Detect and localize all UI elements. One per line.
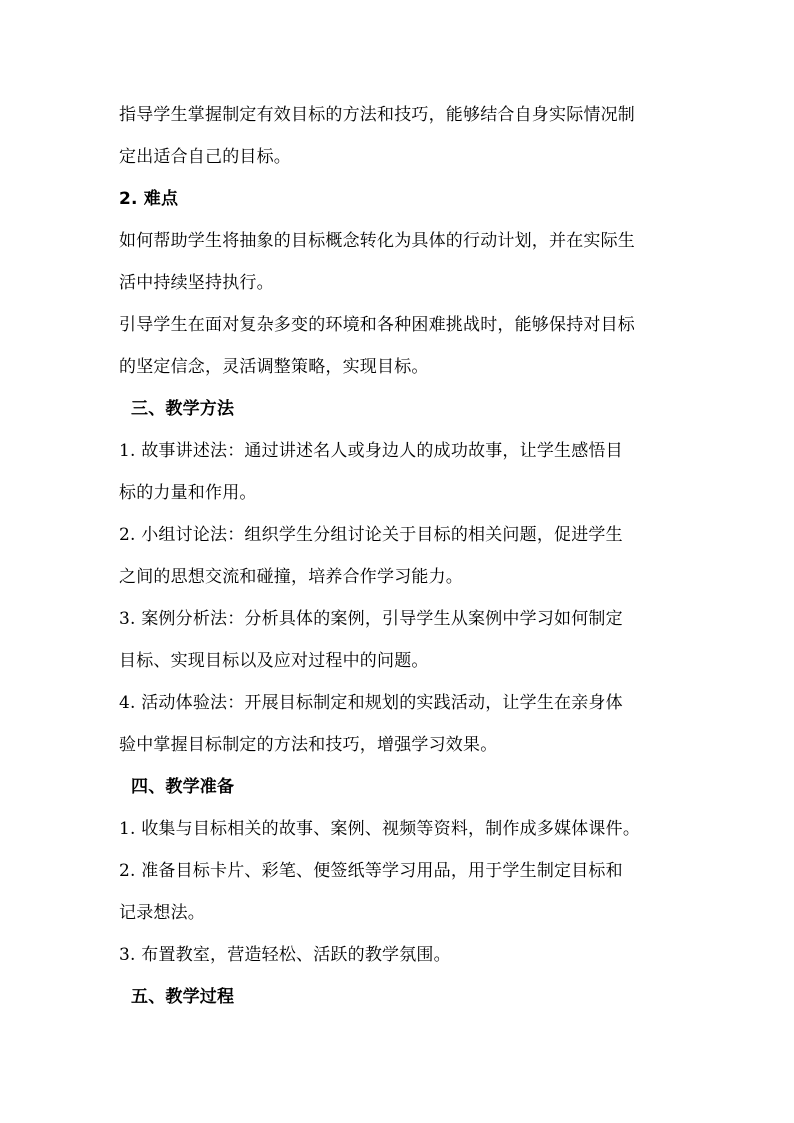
paragraph-line: 指导学生掌握制定有效目标的方法和技巧，能够结合自身实际情况制 <box>119 105 635 125</box>
section-heading-teaching-methods: 三、教学方法 <box>131 399 235 419</box>
list-item-line: 1. 故事讲述法：通过讲述名人或身边人的成功故事，让学生感悟目 <box>119 441 623 461</box>
list-item-line: 4. 活动体验法：开展目标制定和规划的实践活动，让学生在亲身体 <box>119 693 623 713</box>
list-item-line: 2. 小组讨论法：组织学生分组讨论关于目标的相关问题，促进学生 <box>119 525 623 545</box>
list-item-line: 3. 布置教室，营造轻松、活跃的教学氛围。 <box>119 945 451 965</box>
paragraph-line: 定出适合自己的目标。 <box>119 147 291 167</box>
list-item-line: 验中掌握目标制定的方法和技巧，增强学习效果。 <box>119 735 498 755</box>
paragraph-line: 如何帮助学生将抽象的目标概念转化为具体的行动计划，并在实际生 <box>119 231 635 251</box>
section-heading-teaching-preparation: 四、教学准备 <box>131 777 235 797</box>
list-item-line: 1. 收集与目标相关的故事、案例、视频等资料，制作成多媒体课件。 <box>119 819 641 839</box>
section-heading-teaching-process: 五、教学过程 <box>131 987 235 1007</box>
list-item-line: 记录想法。 <box>119 903 205 923</box>
list-item-line: 3. 案例分析法：分析具体的案例，引导学生从案例中学习如何制定 <box>119 609 623 629</box>
subsection-heading-difficulty: 2. 难点 <box>119 189 179 209</box>
paragraph-line: 活中持续坚持执行。 <box>119 273 274 293</box>
list-item-line: 2. 准备目标卡片、彩笔、便签纸等学习用品，用于学生制定目标和 <box>119 861 623 881</box>
list-item-line: 标的力量和作用。 <box>119 483 257 503</box>
list-item-line: 之间的思想交流和碰撞，培养合作学习能力。 <box>119 567 463 587</box>
paragraph-line: 的坚定信念，灵活调整策略，实现目标。 <box>119 357 429 377</box>
paragraph-line: 引导学生在面对复杂多变的环境和各种困难挑战时，能够保持对目标 <box>119 315 635 335</box>
list-item-line: 目标、实现目标以及应对过程中的问题。 <box>119 651 429 671</box>
